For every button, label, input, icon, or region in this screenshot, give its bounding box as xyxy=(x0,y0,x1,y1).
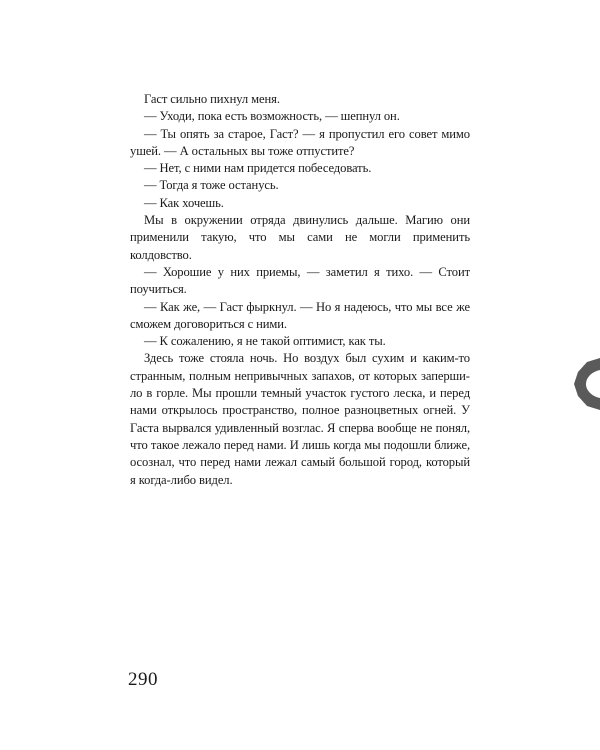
page-number: 290 xyxy=(128,669,158,690)
paragraph: — Тогда я тоже останусь. xyxy=(144,178,279,193)
page-text-block xyxy=(130,91,470,489)
paragraph: — Уходи, пока есть возможность, — шепнул он. xyxy=(144,109,400,124)
thumb-tab-shape xyxy=(574,358,600,410)
paragraph: — Как же, — Гаст фыркнул. — Но я надеюсь, что мы все же сможем договориться с ними. xyxy=(130,299,470,331)
paragraph: Гаст сильно пихнул меня. xyxy=(144,92,280,106)
paragraph: — К сожалению, я не такой оптимист, как ты. xyxy=(144,334,386,349)
paragraph: — Нет, с ними нам придется побеседовать. xyxy=(144,161,372,176)
chapter-thumb-tab-icon xyxy=(574,358,600,410)
paragraph: — Ты опять за старое, Гаст? — я пропустил его совет мимо ушей. — А остальных вы тоже отпустите? xyxy=(130,126,470,158)
paragraph: — Хорошие у них приемы, — заметил я тихо. — Стоит поучиться. xyxy=(130,264,470,297)
paragraph: Здесь тоже стояла ночь. Но воздух был сухим и каким-то странным, полным непривычных запахов, от которых запершило в горле. Мы прошли темный участок густого леска, и перед нами открылось пространство, полное разноцветных огней. У Гаста вырвался удивленный возглас. Я сперва вообще не понял, что такое лежало перед нами. И лишь когда мы подошли ближе, осознал, что перед нами лежал самый большой город, который я когда-либо видел. xyxy=(130,351,470,487)
paragraph: — Как хочешь. xyxy=(144,195,224,210)
paragraph: Мы в окружении отряда двинулись дальше. Магию они применили такую, что мы сами не могли применить колдовство. xyxy=(130,213,470,262)
